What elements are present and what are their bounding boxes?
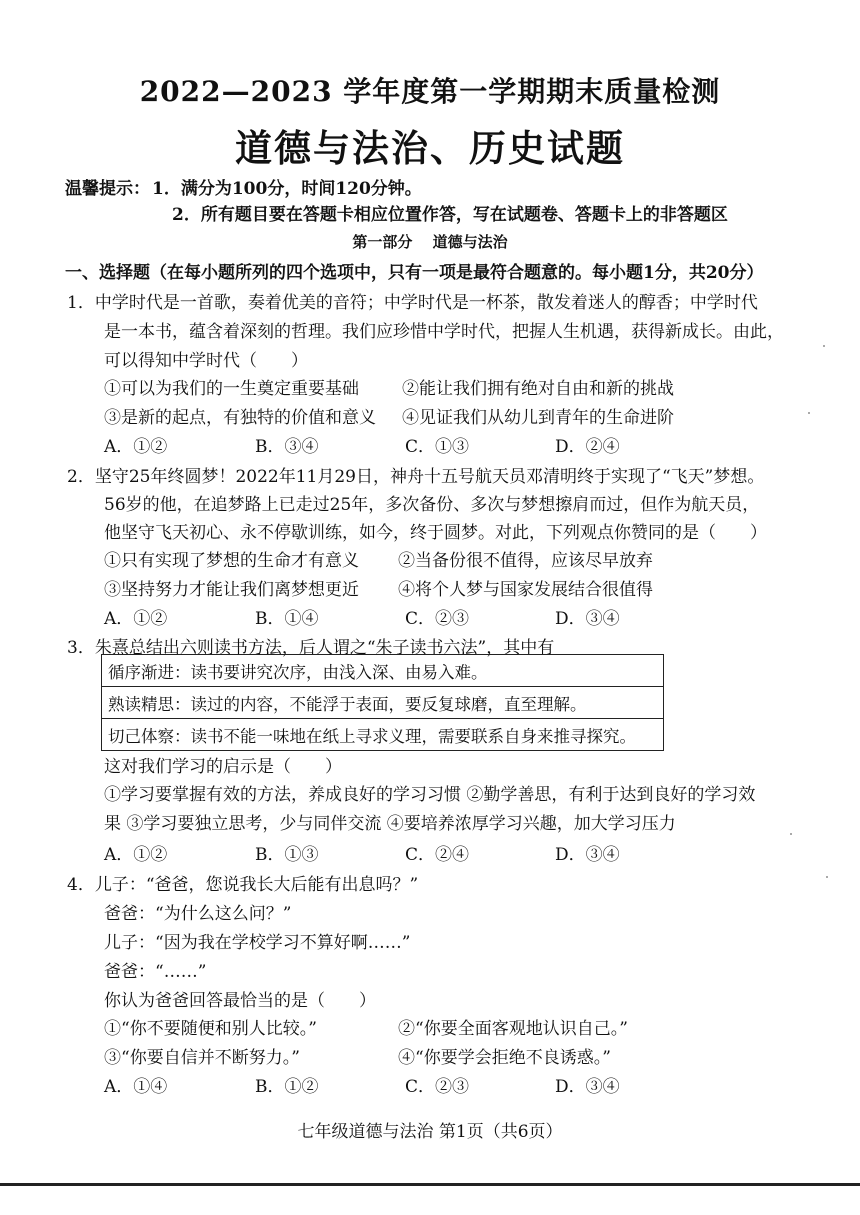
q4-dialogue-4: 爸爸：“……” xyxy=(104,962,207,982)
subject-title: 道德与法治、历史试题 xyxy=(235,126,625,170)
q3-choice-a: A．①② xyxy=(104,845,168,865)
q2-choice-a: A．①② xyxy=(104,609,168,629)
q4-dialogue-2: 爸爸：“为什么这么问？” xyxy=(104,904,292,924)
q3-choice-b: B．①③ xyxy=(255,845,319,865)
table-cell: 熟读精思：读过的内容，不能浮于表面，要反复球磨，直至理解。 xyxy=(102,687,664,719)
q4-statement-4: ④“你要学会拒绝不良诱惑。” xyxy=(398,1048,611,1068)
q1-stem-line-2: 是一本书，蕴含着深刻的哲理。我们应珍惜中学时代，把握人生机遇，获得新成长。由此， xyxy=(104,322,784,342)
q2-statement-3: ③坚持努力才能让我们离梦想更近 xyxy=(104,580,359,600)
q1-choice-b: B．③④ xyxy=(255,437,319,457)
q4-stem-line-1: 4．儿子：“爸爸，您说我长大后能有出息吗？” xyxy=(67,875,419,895)
notice-label: 温馨提示： xyxy=(65,179,150,199)
q1-choice-a: A．①② xyxy=(104,437,168,457)
q3-statement-line-1: ①学习要掌握有效的方法，养成良好的学习习惯 ②勤学善思，有利于达到良好的学习效 xyxy=(104,785,756,805)
q4-question-line: 你认为爸爸回答最恰当的是（ ） xyxy=(104,991,376,1011)
q2-choice-d: D．③④ xyxy=(555,609,620,629)
exam-title: 2022—2023 学年度第一学期期末质量检测 xyxy=(139,75,721,108)
q3-choice-d: D．③④ xyxy=(555,845,620,865)
q4-choice-c: C．②③ xyxy=(405,1077,470,1097)
q4-choice-a: A．①④ xyxy=(104,1077,168,1097)
q2-choice-c: C．②③ xyxy=(405,609,470,629)
q2-stem-line-2: 56岁的他，在追梦路上已走过25年，多次备份、多次与梦想擦肩而过，但作为航天员， xyxy=(104,495,760,515)
notice-item-2: 2．所有题目要在答题卡相应位置作答，写在试题卷、答题卡上的非答题区 xyxy=(172,205,728,225)
q4-statement-2: ②“你要全面客观地认识自己。” xyxy=(398,1019,628,1039)
q1-choice-c: C．①③ xyxy=(405,437,470,457)
table-cell: 切己体察：读书不能一味地在纸上寻求义理，需要联系自身来推寻探究。 xyxy=(102,719,664,751)
q4-choice-b: B．①② xyxy=(255,1077,319,1097)
page-footer: 七年级道德与法治 第1页（共6页） xyxy=(297,1122,563,1142)
notice-item-1: 1．满分为100分，时间120分钟。 xyxy=(152,179,422,199)
table-row xyxy=(102,655,664,687)
q3-stem-line-1: 3．朱熹总结出六则读书方法，后人谓之“朱子读书六法”，其中有 xyxy=(67,638,555,658)
q4-statement-3: ③“你要自信并不断努力。” xyxy=(104,1048,300,1068)
q1-stem-line-1: 1．中学时代是一首歌，奏着优美的音符；中学时代是一杯茶，散发着迷人的醇香；中学时代 xyxy=(67,293,758,313)
section-heading: 一、选择题（在每小题所列的四个选项中，只有一项是最符合题意的。每小题1分，共20分） xyxy=(65,263,764,283)
q2-statement-4: ④将个人梦与国家发展结合很值得 xyxy=(398,580,653,600)
scan-speck xyxy=(790,833,792,835)
q1-statement-1: ①可以为我们的一生奠定重要基础 xyxy=(104,379,359,399)
q2-stem-line-3: 他坚守飞天初心、永不停歇训练，如今，终于圆梦。对此，下列观点你赞同的是（ ） xyxy=(104,523,767,543)
scan-speck xyxy=(823,345,825,347)
scan-edge-divider xyxy=(0,1183,860,1186)
q1-statement-4: ④见证我们从幼儿到青年的生命进阶 xyxy=(402,408,674,428)
table-row xyxy=(102,719,664,751)
scan-speck xyxy=(826,876,828,878)
q1-statement-2: ②能让我们拥有绝对自由和新的挑战 xyxy=(402,379,674,399)
q3-statement-line-2: 果 ③学习要独立思考，少与同伴交流 ④要培养浓厚学习兴趣，加大学习压力 xyxy=(104,814,676,834)
part-title: 第一部分 道德与法治 xyxy=(352,233,508,251)
reading-methods-table xyxy=(101,654,664,751)
table-cell: 循序渐进：读书要讲究次序，由浅入深、由易入难。 xyxy=(102,655,664,687)
q1-stem-line-3: 可以得知中学时代（ ） xyxy=(104,351,308,371)
q4-dialogue-3: 儿子：“因为我在学校学习不算好啊……” xyxy=(104,933,411,953)
q4-choice-d: D．③④ xyxy=(555,1077,620,1097)
q2-statement-2: ②当备份很不值得，应该尽早放弃 xyxy=(398,551,653,571)
q2-statement-1: ①只有实现了梦想的生命才有意义 xyxy=(104,551,359,571)
q2-choice-b: B．①④ xyxy=(255,609,319,629)
q4-statement-1: ①“你不要随便和别人比较。” xyxy=(104,1019,317,1039)
q1-choice-d: D．②④ xyxy=(555,437,620,457)
q1-statement-3: ③是新的起点，有独特的价值和意义 xyxy=(104,408,376,428)
table-row xyxy=(102,687,664,719)
q3-stem-line-2: 这对我们学习的启示是（ ） xyxy=(104,757,342,777)
q3-choice-c: C．②④ xyxy=(405,845,470,865)
scan-speck xyxy=(808,412,810,414)
q2-stem-line-1: 2．坚守25年终圆梦！2022年11月29日，神舟十五号航天员邓清明终于实现了“飞天”梦想。 xyxy=(67,467,765,487)
